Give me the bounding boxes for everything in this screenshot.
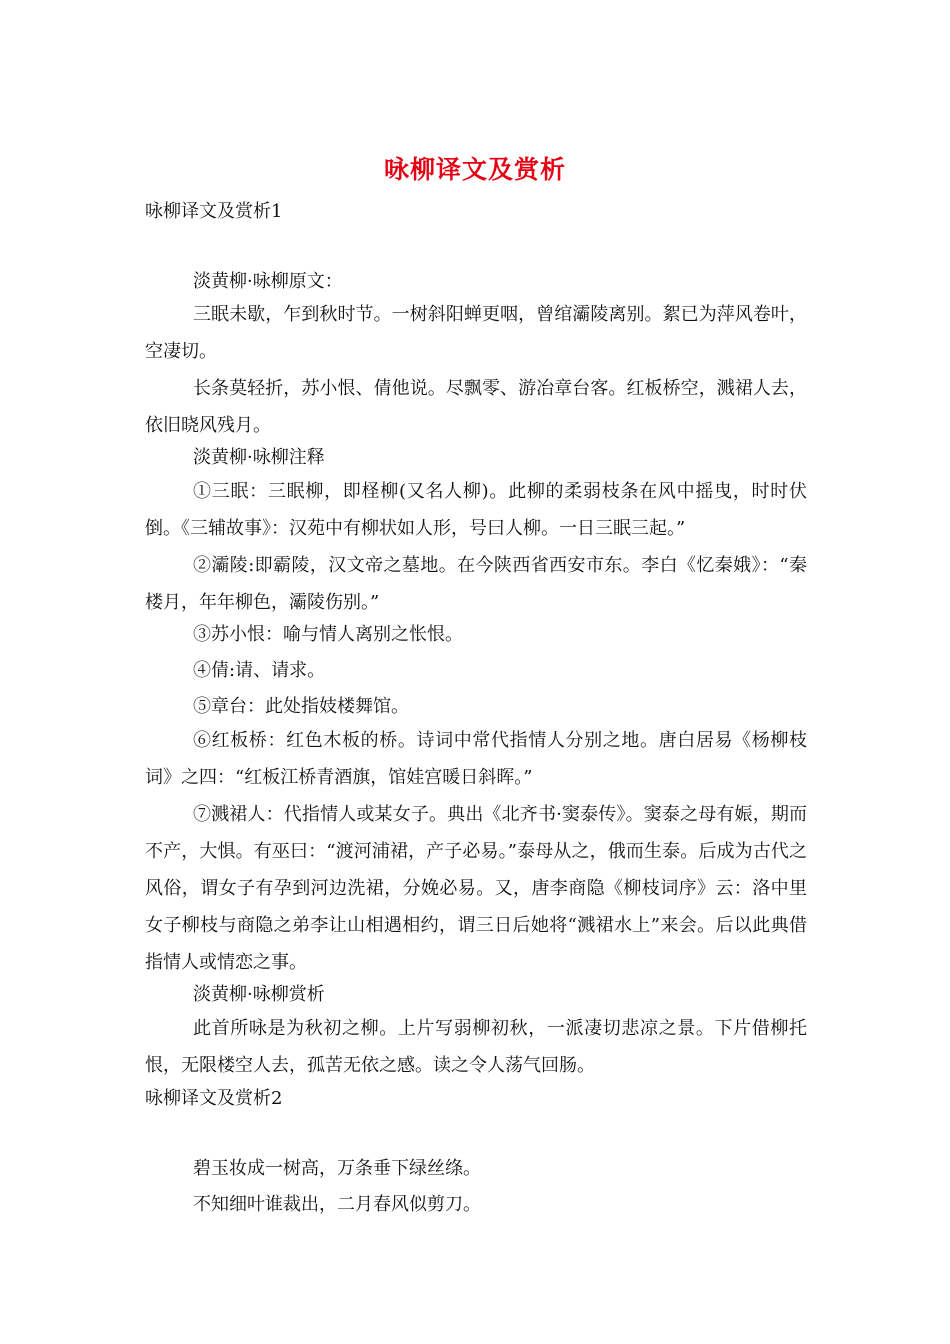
original-label: 淡黄柳·咏柳原文： <box>193 271 343 292</box>
section-heading-1: 咏柳译文及赏析1 <box>145 201 283 222</box>
document-title: 咏柳译文及赏析 <box>383 155 566 184</box>
note-3: ③苏小恨：喻与情人离别之怅恨。 <box>193 624 463 645</box>
original-paragraph-2: 长条莫轻折，苏小恨、倩他说。尽飘零、游冶章台客。红板桥空，溅裙人去，依旧晓风残月。 <box>145 378 807 436</box>
note-5: ⑤章台：此处指妓楼舞馆。 <box>193 696 409 717</box>
original-paragraph-1: 三眠未歇，乍到秋时节。一树斜阳蝉更咽，曾绾灞陵离别。絮已为萍风卷叶，空凄切。 <box>145 304 807 362</box>
appreciation-paragraph: 此首所咏是为秋初之柳。上片写弱柳初秋，一派凄切悲凉之景。下片借柳托恨，无限楼空人去，孤苦无依之感。读之令人荡气回肠。 <box>145 1018 807 1076</box>
poem-line-1: 碧玉妆成一树高，万条垂下绿丝绦。 <box>193 1158 481 1179</box>
notes-label: 淡黄柳·咏柳注释 <box>193 447 325 468</box>
note-2: ②灞陵:即霸陵，汉文帝之墓地。在今陕西省西安市东。李白《忆秦娥》：“秦楼月，年年柳色，灞陵伤别。” <box>145 555 807 613</box>
note-7: ⑦溅裙人：代指情人或某女子。典出《北齐书·窦泰传》。窦泰之母有娠，期而不产，大惧。有巫曰：“渡河浦裙，产子必易。”泰母从之，俄而生泰。后成为古代之风俗，谓女子有孕到河边洗裙，分娩必易。又，唐李商隐《柳枝词序》云：洛中里女子柳枝与商隐之弟李让山相遇相约，谓三日后她将“溅裙水上”来会。后以此典借指情人或情恋之事。 <box>145 804 807 973</box>
note-6: ⑥红板桥：红色木板的桥。诗词中常代指情人分别之地。唐白居易《杨柳枝词》之四：“红板江桥青酒旗，馆娃宫暖日斜晖。” <box>145 730 807 788</box>
section-heading-2: 咏柳译文及赏析2 <box>145 1088 283 1109</box>
note-1: ①三眠：三眠柳，即柽柳(又名人柳)。此柳的柔弱枝条在风中摇曳，时时伏倒。《三辅故事》：汉苑中有柳状如人形，号曰人柳。一日三眠三起。” <box>145 481 807 539</box>
poem-line-2: 不知细叶谁裁出，二月春风似剪刀。 <box>193 1194 481 1215</box>
appreciation-label: 淡黄柳·咏柳赏析 <box>193 984 325 1005</box>
note-4: ④倩:请、请求。 <box>193 660 326 681</box>
